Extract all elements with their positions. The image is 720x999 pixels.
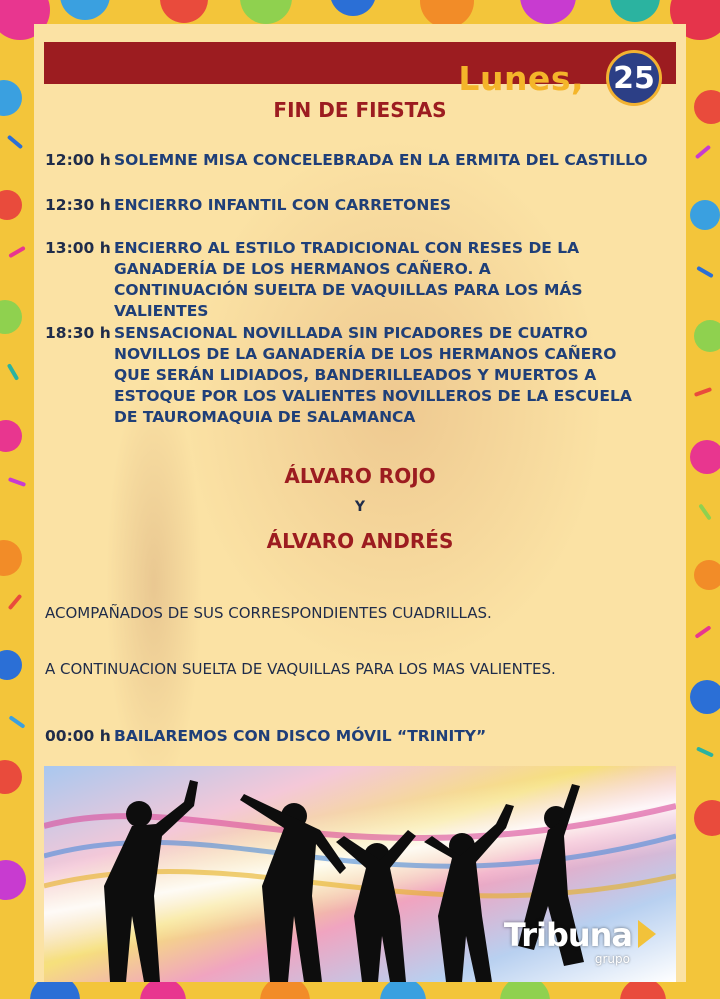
event-time: 18:30 h (45, 324, 111, 342)
play-arrow-icon (638, 920, 656, 948)
event-1230 (45, 195, 665, 216)
day-number-badge: 25 (606, 50, 662, 106)
event-1830 (45, 323, 655, 428)
tribuna-logo-sub: grupo (594, 952, 630, 966)
event-time: 00:00 h (45, 727, 111, 745)
event-0000 (45, 726, 665, 747)
event-time: 12:00 h (45, 151, 111, 169)
event-description: BAILAREMOS CON DISCO MÓVIL “TRINITY” (114, 727, 487, 745)
event-1300 (45, 238, 605, 322)
event-description: SENSACIONAL NOVILLADA SIN PICADORES DE CUATRO NOVILLOS DE LA GANADERÍA DE LOS HERMANOS CAÑERO QUE SERÁN LIDIADOS, BANDERILLEADOS Y MUERTOS A ESTOQUE POR LOS VALIENTES NOVILLEROS DE LA ESCUELA DE TAUROMAQUIA DE SALAMANCA (114, 324, 632, 426)
event-time: 13:00 h (45, 239, 111, 257)
poster (34, 24, 686, 982)
event-1200 (45, 150, 665, 171)
day-label: Lunes, (458, 59, 584, 98)
event-description: ENCIERRO INFANTIL CON CARRETONES (114, 196, 452, 214)
torero-name-1: ÁLVARO ROJO (284, 464, 436, 488)
event-description: ENCIERRO AL ESTILO TRADICIONAL CON RESES DE LA GANADERÍA DE LOS HERMANOS CAÑERO. A CONTINUACIÓN SUELTA DE VAQUILLAS PARA LOS MÁS VALIENTES (114, 239, 583, 320)
note-vaquillas: A CONTINUACION SUELTA DE VAQUILLAS PARA LOS MAS VALIENTES. (45, 660, 556, 678)
event-time: 12:30 h (45, 196, 111, 214)
note-cuadrillas: ACOMPAÑADOS DE SUS CORRESPONDIENTES CUADRILLAS. (45, 604, 492, 622)
section-title: FIN DE FIESTAS (273, 98, 447, 122)
torero-conjunction: Y (354, 499, 366, 515)
event-description: SOLEMNE MISA CONCELEBRADA EN LA ERMITA DEL CASTILLO (114, 151, 648, 169)
header-bar (44, 42, 676, 98)
dancers-photo (44, 766, 676, 982)
torero-name-2: ÁLVARO ANDRÉS (266, 529, 454, 553)
tribuna-logo: Tribuna (503, 916, 632, 954)
